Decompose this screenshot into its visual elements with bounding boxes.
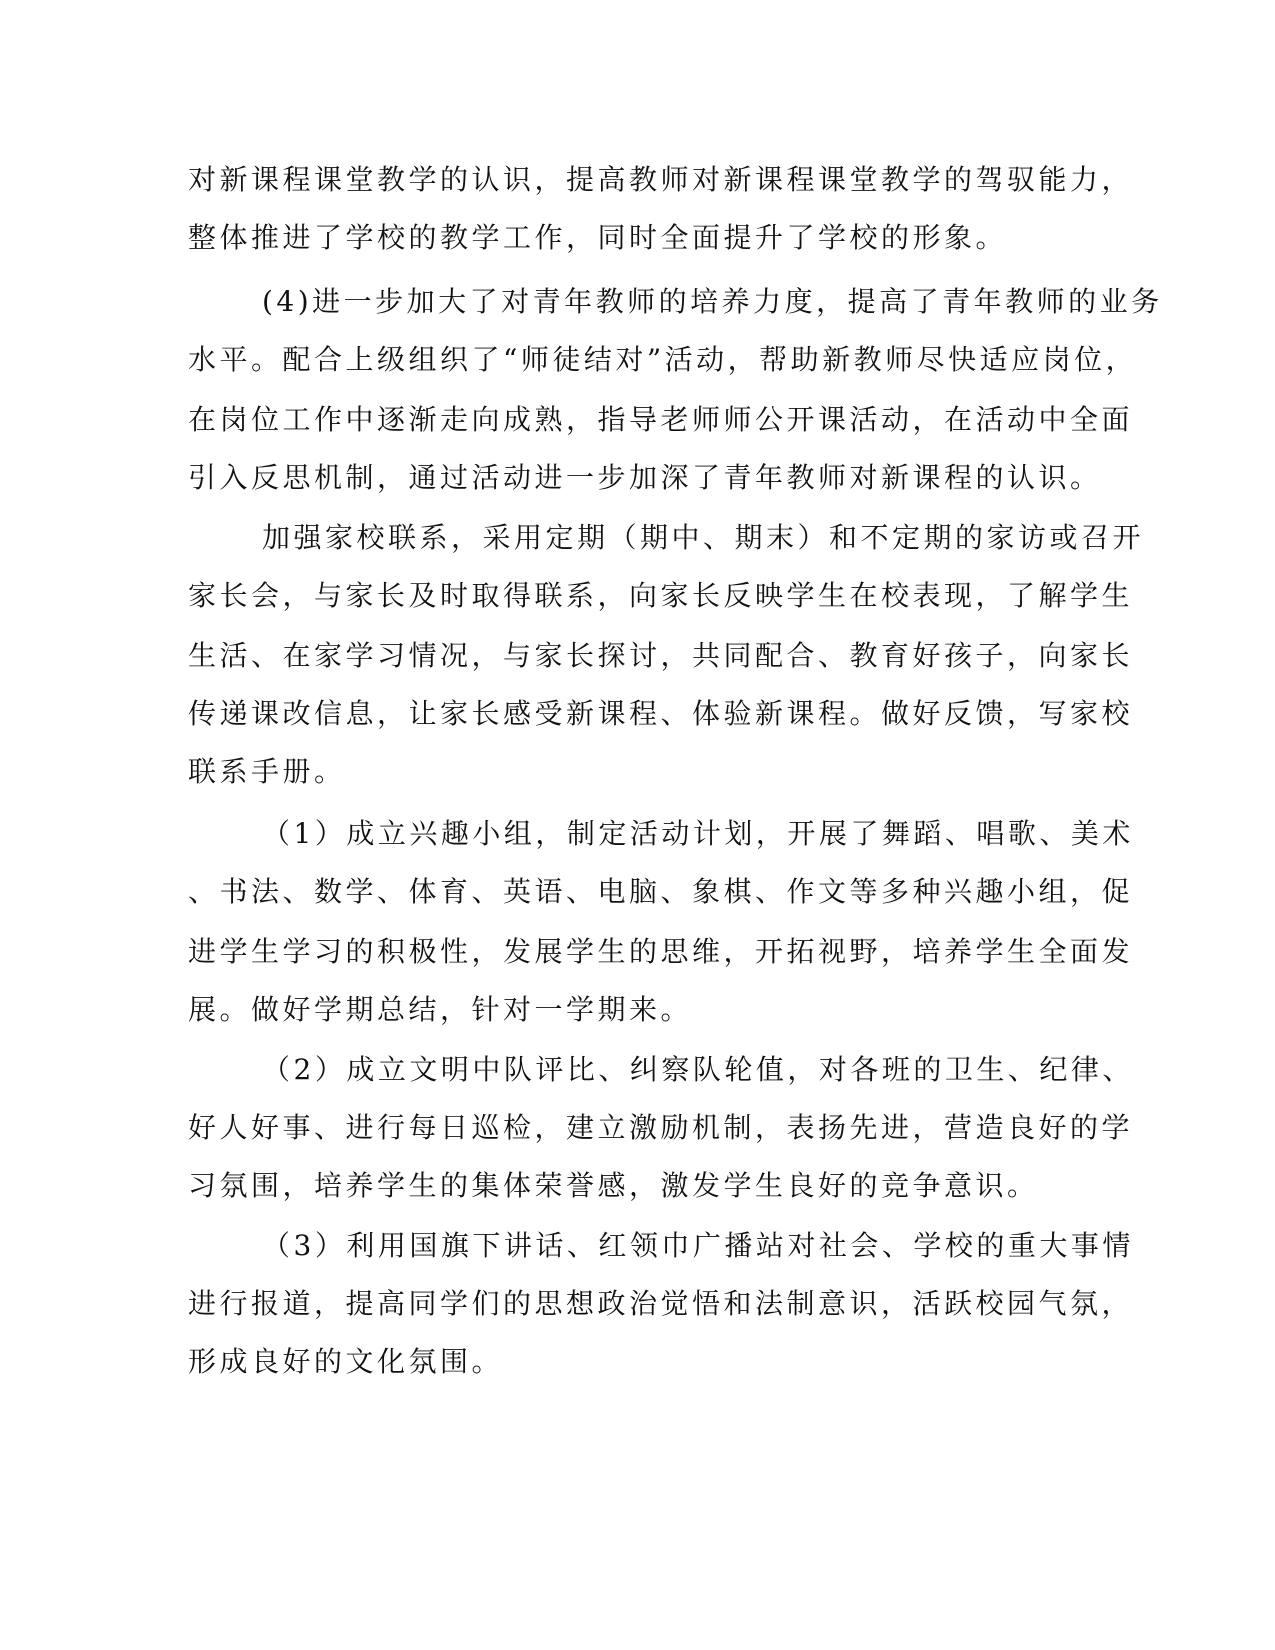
text-line: 家长会，与家长及时取得联系，向家长反映学生在校表现，了解学生 <box>188 579 1134 612</box>
paragraph-start-line: （3）利用国旗下讲话、红领巾广播站对社会、学校的重大事情 <box>262 1229 1134 1262</box>
text-line: 进学生学习的积极性，发展学生的思维，开拓视野，培养学生全面发 <box>188 935 1134 968</box>
paragraph-start-line: （2）成立文明中队评比、纠察队轮值，对各班的卫生、纪律、 <box>262 1053 1134 1086</box>
text-line: 、书法、数学、体育、英语、电脑、象棋、作文等多种兴趣小组，促 <box>188 875 1134 908</box>
paragraph-start-line: （1）成立兴趣小组，制定活动计划，开展了舞蹈、唱歌、美术 <box>262 817 1134 850</box>
paragraph-start-line: (4)进一步加大了对青年教师的培养力度，提高了青年教师的业务 <box>262 285 1163 318</box>
text-line: 习氛围，培养学生的集体荣誉感，激发学生良好的竞争意识。 <box>188 1169 1039 1202</box>
text-line: 在岗位工作中逐渐走向成熟，指导老师师公开课活动，在活动中全面 <box>188 403 1134 436</box>
text-line: 联系手册。 <box>188 755 346 788</box>
text-line: 展。做好学期总结，针对一学期来。 <box>188 993 693 1026</box>
text-line: 好人好事、进行每日巡检，建立激励机制，表扬先进，营造良好的学 <box>188 1111 1134 1144</box>
paragraph-start-line: 加强家校联系，采用定期（期中、期末）和不定期的家访或召开 <box>262 521 1145 554</box>
text-line: 对新课程课堂教学的认识，提高教师对新课程课堂教学的驾驭能力， <box>188 163 1134 196</box>
text-line: 水平。配合上级组织了“师徒结对”活动，帮助新教师尽快适应岗位， <box>188 343 1138 376</box>
text-line: 引入反思机制，通过活动进一步加深了青年教师对新课程的认识。 <box>188 461 1102 494</box>
text-line: 整体推进了学校的教学工作，同时全面提升了学校的形象。 <box>188 221 1008 254</box>
text-line: 传递课改信息，让家长感受新课程、体验新课程。做好反馈，写家校 <box>188 697 1134 730</box>
text-line: 形成良好的文化氛围。 <box>188 1345 504 1378</box>
text-line: 进行报道，提高同学们的思想政治觉悟和法制意识，活跃校园气氛， <box>188 1287 1134 1320</box>
text-line: 生活、在家学习情况，与家长探讨，共同配合、教育好孩子，向家长 <box>188 639 1134 672</box>
